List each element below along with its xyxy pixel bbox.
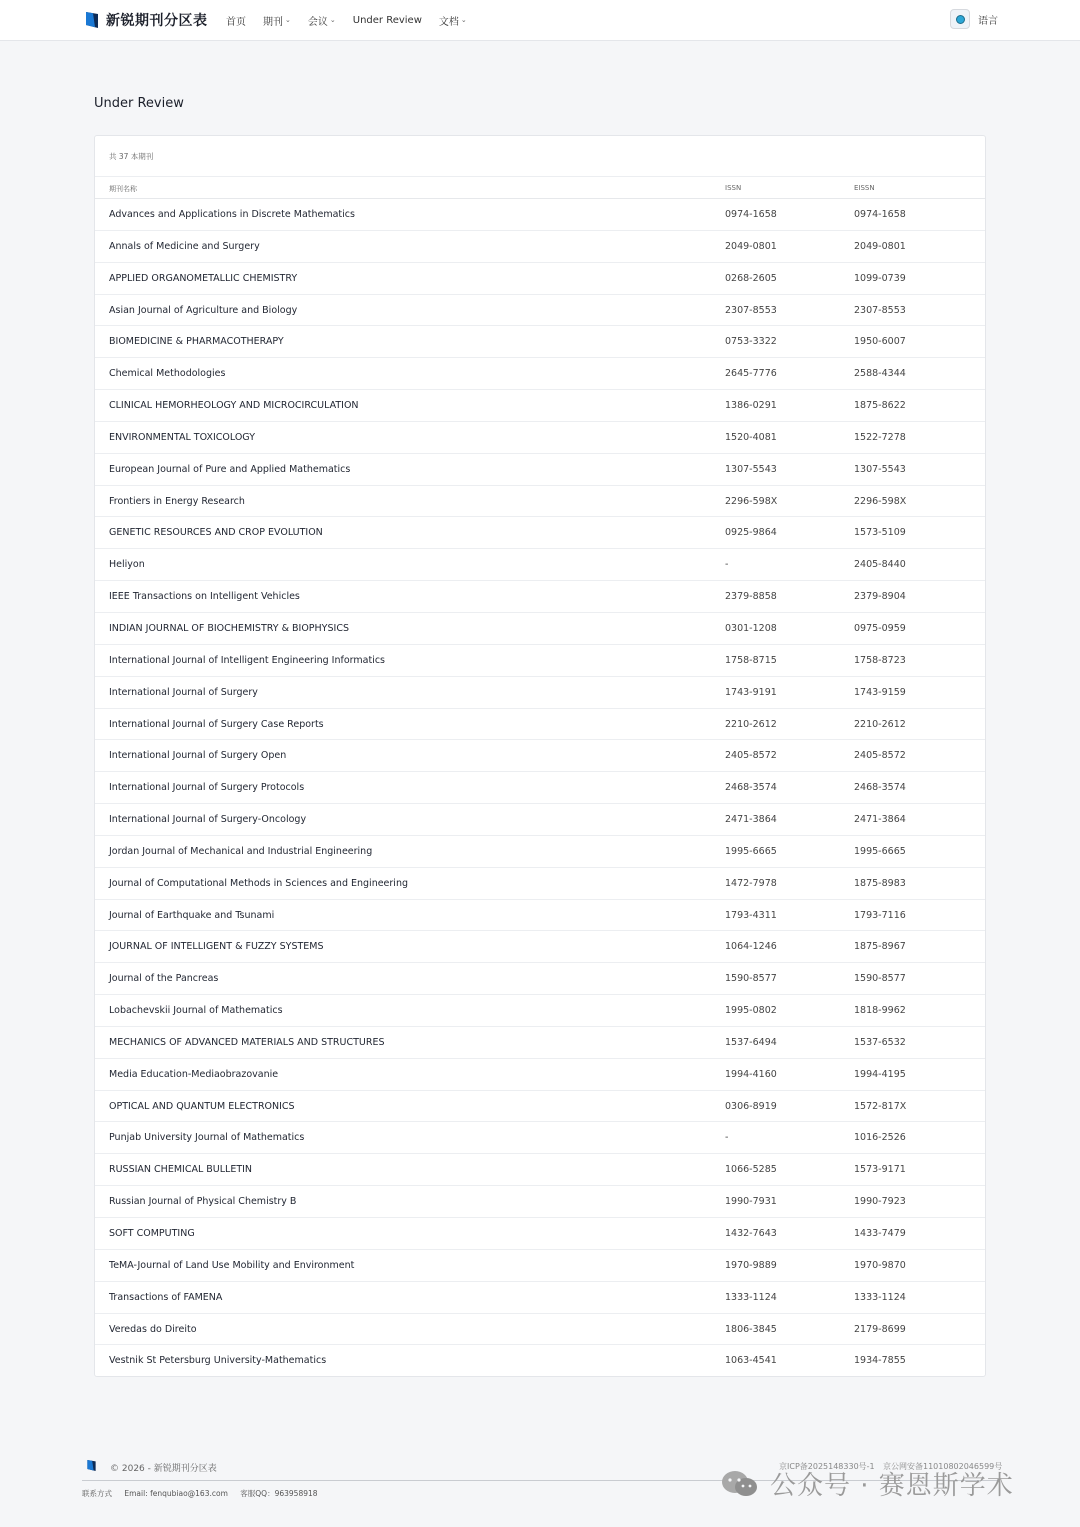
journal-name-link[interactable]: ENVIRONMENTAL TOXICOLOGY <box>109 431 255 443</box>
journal-name-link[interactable]: Media Education-Mediaobrazovanie <box>109 1068 279 1080</box>
journal-name-link[interactable]: Veredas do Direito <box>109 1323 197 1335</box>
journal-issn: 2307-8553 <box>725 304 777 316</box>
page-title: Under Review <box>94 96 184 111</box>
footer-contact <box>82 1488 328 1499</box>
journal-name-link[interactable]: RUSSIAN CHEMICAL BULLETIN <box>109 1164 253 1176</box>
table-row[interactable] <box>95 422 985 454</box>
journal-eissn: 1743-9159 <box>854 686 906 698</box>
language-switcher[interactable] <box>950 9 998 29</box>
journal-eissn: 2405-8440 <box>854 559 906 571</box>
table-row[interactable] <box>95 613 985 645</box>
journal-eissn: 2379-8904 <box>854 591 906 603</box>
journal-name-link[interactable]: International Journal of Intelligent Engineering Informatics <box>109 654 386 666</box>
table-row[interactable] <box>95 995 985 1027</box>
table-row[interactable] <box>95 295 985 327</box>
table-row[interactable] <box>95 709 985 741</box>
table-row[interactable] <box>95 677 985 709</box>
nav-journals-label: 期刊 <box>263 16 283 28</box>
journal-eissn: 1818-9962 <box>854 1005 906 1017</box>
table-row[interactable] <box>95 740 985 772</box>
journal-issn: 1758-8715 <box>725 654 777 666</box>
journal-name-link[interactable]: JOURNAL OF INTELLIGENT & FUZZY SYSTEMS <box>109 941 324 953</box>
table-row[interactable] <box>95 1345 985 1377</box>
journal-issn: 2471-3864 <box>725 814 777 826</box>
journal-issn: 2468-3574 <box>725 782 777 794</box>
journal-eissn: 2588-4344 <box>854 368 906 380</box>
journal-eissn: 1307-5543 <box>854 463 906 475</box>
journal-name-link[interactable]: Asian Journal of Agriculture and Biology <box>109 304 298 316</box>
nav-conferences-label: 会议 <box>307 16 328 28</box>
table-row[interactable] <box>95 963 985 995</box>
table-row[interactable] <box>95 1091 985 1123</box>
journal-name-link[interactable]: European Journal of Pure and Applied Mathematics <box>109 463 351 475</box>
journal-eissn: 1934-7855 <box>854 1355 906 1367</box>
journal-eissn: 1793-7116 <box>854 909 906 921</box>
journal-issn: 1537-6494 <box>725 1036 777 1048</box>
journal-issn: 1307-5543 <box>725 463 777 475</box>
language-label: 语言 <box>978 15 998 27</box>
table-row[interactable] <box>95 231 985 263</box>
journal-eissn: 1875-8967 <box>854 941 906 953</box>
journal-eissn: 2405-8572 <box>854 750 906 762</box>
journal-issn: 1994-4160 <box>725 1068 777 1080</box>
journal-name-link[interactable]: Jordan Journal of Mechanical and Industrial Engineering <box>109 845 373 857</box>
table-row[interactable] <box>95 931 985 963</box>
watermark <box>720 1465 1014 1502</box>
journal-issn: 1432-7643 <box>725 1228 777 1239</box>
table-row[interactable] <box>95 358 985 390</box>
journal-issn: - <box>725 1132 729 1144</box>
journal-eissn: 2471-3864 <box>854 814 906 826</box>
globe-icon <box>956 15 965 24</box>
journal-name-link[interactable]: MECHANICS OF ADVANCED MATERIALS AND STRUCTURES <box>109 1036 385 1048</box>
journal-eissn: 2179-8699 <box>854 1323 906 1335</box>
table-row[interactable] <box>95 1250 985 1282</box>
nav-journals[interactable] <box>263 13 291 28</box>
table-row[interactable] <box>95 517 985 549</box>
footer <box>0 1455 1080 1527</box>
footer-qq: 客服QQ：963958918 <box>240 1489 318 1498</box>
journal-issn: 0925-9864 <box>725 527 777 539</box>
journal-eissn: 1573-5109 <box>854 527 906 539</box>
table-row[interactable] <box>95 454 985 486</box>
journal-issn: 2405-8572 <box>725 750 777 762</box>
nav-under-review[interactable] <box>353 15 422 26</box>
journal-eissn: 1970-9870 <box>854 1259 906 1271</box>
journal-issn: 1472-7978 <box>725 877 777 889</box>
journal-issn: 0301-1208 <box>725 622 777 634</box>
nav-docs[interactable] <box>439 13 467 28</box>
table-row[interactable] <box>95 199 985 231</box>
nav-home-label: 首页 <box>226 16 246 28</box>
journal-name-link[interactable]: IEEE Transactions on Intelligent Vehicles <box>109 591 300 603</box>
journal-name-link[interactable]: International Journal of Surgery Protocols <box>109 782 305 794</box>
column-header-issn: ISSN <box>725 184 742 192</box>
journal-name-link[interactable]: Advances and Applications in Discrete Mathematics <box>109 209 355 220</box>
journal-issn: 2645-7776 <box>725 368 777 380</box>
table-row[interactable] <box>95 549 985 581</box>
column-header-name: 期刊名称 <box>109 185 137 193</box>
table-row[interactable] <box>95 1154 985 1186</box>
journal-name-link[interactable]: GENETIC RESOURCES AND CROP EVOLUTION <box>109 527 323 539</box>
nav-conferences[interactable] <box>308 13 336 28</box>
journal-eissn: 1950-6007 <box>854 336 906 348</box>
journal-eissn: 1537-6532 <box>854 1036 906 1048</box>
journal-name-link[interactable]: International Journal of Surgery Open <box>109 750 287 762</box>
journal-issn: 1995-6665 <box>725 845 777 857</box>
journal-issn: 1520-4081 <box>725 431 777 443</box>
journal-name-link[interactable]: Punjab University Journal of Mathematics <box>109 1132 305 1144</box>
journal-issn: 1793-4311 <box>725 909 777 921</box>
table-row[interactable] <box>95 1314 985 1346</box>
table-row[interactable] <box>95 326 985 358</box>
logo-icon <box>86 1459 97 1472</box>
logo-icon <box>84 11 100 29</box>
journal-name-link[interactable]: OPTICAL AND QUANTUM ELECTRONICS <box>109 1100 295 1112</box>
journal-name-link[interactable]: Transactions of FAMENA <box>109 1291 223 1303</box>
journal-issn: 1995-0802 <box>725 1005 777 1017</box>
language-button[interactable] <box>950 9 970 29</box>
footer-copyright: © 2026 - 新锐期刊分区表 <box>110 1464 217 1474</box>
journal-eissn: 2296-598X <box>854 495 907 507</box>
journal-name-link[interactable]: SOFT COMPUTING <box>109 1228 195 1239</box>
journal-issn: 1806-3845 <box>725 1323 777 1335</box>
journal-issn: 0306-8919 <box>725 1100 777 1112</box>
journal-issn: 0753-3322 <box>725 336 777 348</box>
journal-name-link[interactable]: BIOMEDICINE & PHARMACOTHERAPY <box>109 336 284 348</box>
journal-name-link[interactable]: CLINICAL HEMORHEOLOGY AND MICROCIRCULATION <box>109 400 359 412</box>
journal-issn: 2379-8858 <box>725 591 777 603</box>
main-nav <box>226 0 484 40</box>
footer-icp-link[interactable]: 京ICP备2025148330号-1 <box>779 1462 875 1471</box>
footer-email[interactable]: Email: fenqubiao@163.com <box>124 1489 228 1498</box>
journal-name-link[interactable]: Journal of Computational Methods in Sciences and Engineering <box>109 877 408 889</box>
brand-link[interactable] <box>84 10 208 30</box>
table-row[interactable] <box>95 868 985 900</box>
journal-issn: 2210-2612 <box>725 718 777 730</box>
journal-issn: 2296-598X <box>725 495 778 507</box>
table-row[interactable] <box>95 486 985 518</box>
journal-issn: 1990-7931 <box>725 1196 777 1208</box>
nav-docs-label: 文档 <box>438 16 459 28</box>
journal-name-link[interactable]: Chemical Methodologies <box>109 368 226 380</box>
journal-eissn: 1995-6665 <box>854 845 906 857</box>
journal-issn: 1333-1124 <box>725 1291 777 1303</box>
nav-home[interactable] <box>226 13 246 28</box>
table-row[interactable] <box>95 1122 985 1154</box>
journal-issn: 1743-9191 <box>725 686 777 698</box>
journal-name-link[interactable]: TeMA-Journal of Land Use Mobility and Environment <box>109 1259 355 1271</box>
journal-name-link[interactable]: Journal of the Pancreas <box>109 973 219 985</box>
wechat-icon <box>720 1469 760 1499</box>
table-row[interactable] <box>95 900 985 932</box>
journal-eissn: 0974-1658 <box>854 209 906 220</box>
table-row[interactable] <box>95 836 985 868</box>
journal-eissn: 1990-7923 <box>854 1196 906 1208</box>
journal-eissn: 1590-8577 <box>854 973 906 985</box>
journal-eissn: 1875-8983 <box>854 877 906 889</box>
journal-issn: 1064-1246 <box>725 941 777 953</box>
journal-eissn: 1522-7278 <box>854 431 906 443</box>
journal-eissn: 1572-817X <box>854 1100 907 1112</box>
journal-issn: 0974-1658 <box>725 209 777 220</box>
journal-name-link[interactable]: Vestnik St Petersburg University-Mathematics <box>109 1355 327 1367</box>
journal-count: 共 37 本期刊 <box>109 152 154 161</box>
journal-name-link[interactable]: International Journal of Surgery-Oncology <box>109 814 307 826</box>
journal-name-link[interactable]: International Journal of Surgery <box>109 686 258 698</box>
table-row[interactable] <box>95 390 985 422</box>
chevron-down-icon: ⌄ <box>285 16 291 24</box>
table-row[interactable] <box>95 1059 985 1091</box>
brand-name: 新锐期刊分区表 <box>106 13 208 29</box>
journal-eissn: 1875-8622 <box>854 400 906 412</box>
journal-eissn: 1994-4195 <box>854 1068 906 1080</box>
nav-under-review-label: Under Review <box>352 14 422 26</box>
journal-issn: 1590-8577 <box>725 973 777 985</box>
journal-issn: 1386-0291 <box>725 400 777 412</box>
journal-name-link[interactable]: Heliyon <box>109 559 145 571</box>
journal-name-link[interactable]: Russian Journal of Physical Chemistry B <box>109 1196 297 1208</box>
journal-name-link[interactable]: International Journal of Surgery Case Reports <box>109 718 324 730</box>
table-row[interactable] <box>95 1027 985 1059</box>
table-header <box>95 176 985 199</box>
journal-table-card <box>94 135 986 1377</box>
journal-issn: 2049-0801 <box>725 240 777 252</box>
journal-eissn: 1016-2526 <box>854 1132 906 1144</box>
top-navbar <box>0 0 1080 41</box>
journal-eissn: 1333-1124 <box>854 1291 906 1303</box>
journal-name-link[interactable]: Annals of Medicine and Surgery <box>109 240 260 252</box>
footer-contact-label: 联系方式 <box>82 1489 112 1498</box>
journal-name-link[interactable]: INDIAN JOURNAL OF BIOCHEMISTRY & BIOPHYSICS <box>109 622 349 634</box>
journal-eissn: 1433-7479 <box>854 1228 906 1239</box>
table-row[interactable] <box>95 804 985 836</box>
table-row[interactable] <box>95 645 985 677</box>
journal-eissn: 1099-0739 <box>854 272 906 284</box>
footer-police-link[interactable]: 京公网安备11010802046599号 <box>883 1462 1003 1471</box>
journal-issn: 1063-4541 <box>725 1355 777 1367</box>
journal-issn: 1066-5285 <box>725 1164 777 1176</box>
journal-eissn: 0975-0959 <box>854 622 906 634</box>
journal-issn: 0268-2605 <box>725 272 777 284</box>
table-body <box>95 199 985 1377</box>
journal-name-link[interactable]: Frontiers in Energy Research <box>109 495 245 507</box>
journal-name-link[interactable]: Lobachevskii Journal of Mathematics <box>109 1005 283 1017</box>
watermark-text: 公众号 · 赛恩斯学术 <box>770 1471 1014 1501</box>
table-row[interactable] <box>95 772 985 804</box>
table-row[interactable] <box>95 581 985 613</box>
journal-eissn: 2210-2612 <box>854 718 906 730</box>
journal-issn: - <box>725 559 729 571</box>
table-row[interactable] <box>95 1282 985 1314</box>
journal-name-link[interactable]: Journal of Earthquake and Tsunami <box>109 909 275 921</box>
journal-eissn: 1758-8723 <box>854 654 906 666</box>
table-row[interactable] <box>95 263 985 295</box>
journal-name-link[interactable]: APPLIED ORGANOMETALLIC CHEMISTRY <box>109 272 298 284</box>
journal-eissn: 1573-9171 <box>854 1164 906 1176</box>
journal-eissn: 2468-3574 <box>854 782 906 794</box>
journal-eissn: 2049-0801 <box>854 240 906 252</box>
chevron-down-icon: ⌄ <box>460 16 467 24</box>
table-row[interactable] <box>95 1218 985 1250</box>
table-row[interactable] <box>95 1186 985 1218</box>
chevron-down-icon: ⌄ <box>329 16 336 24</box>
column-header-eissn: EISSN <box>854 184 875 192</box>
journal-eissn: 2307-8553 <box>854 304 906 316</box>
journal-issn: 1970-9889 <box>725 1259 777 1271</box>
